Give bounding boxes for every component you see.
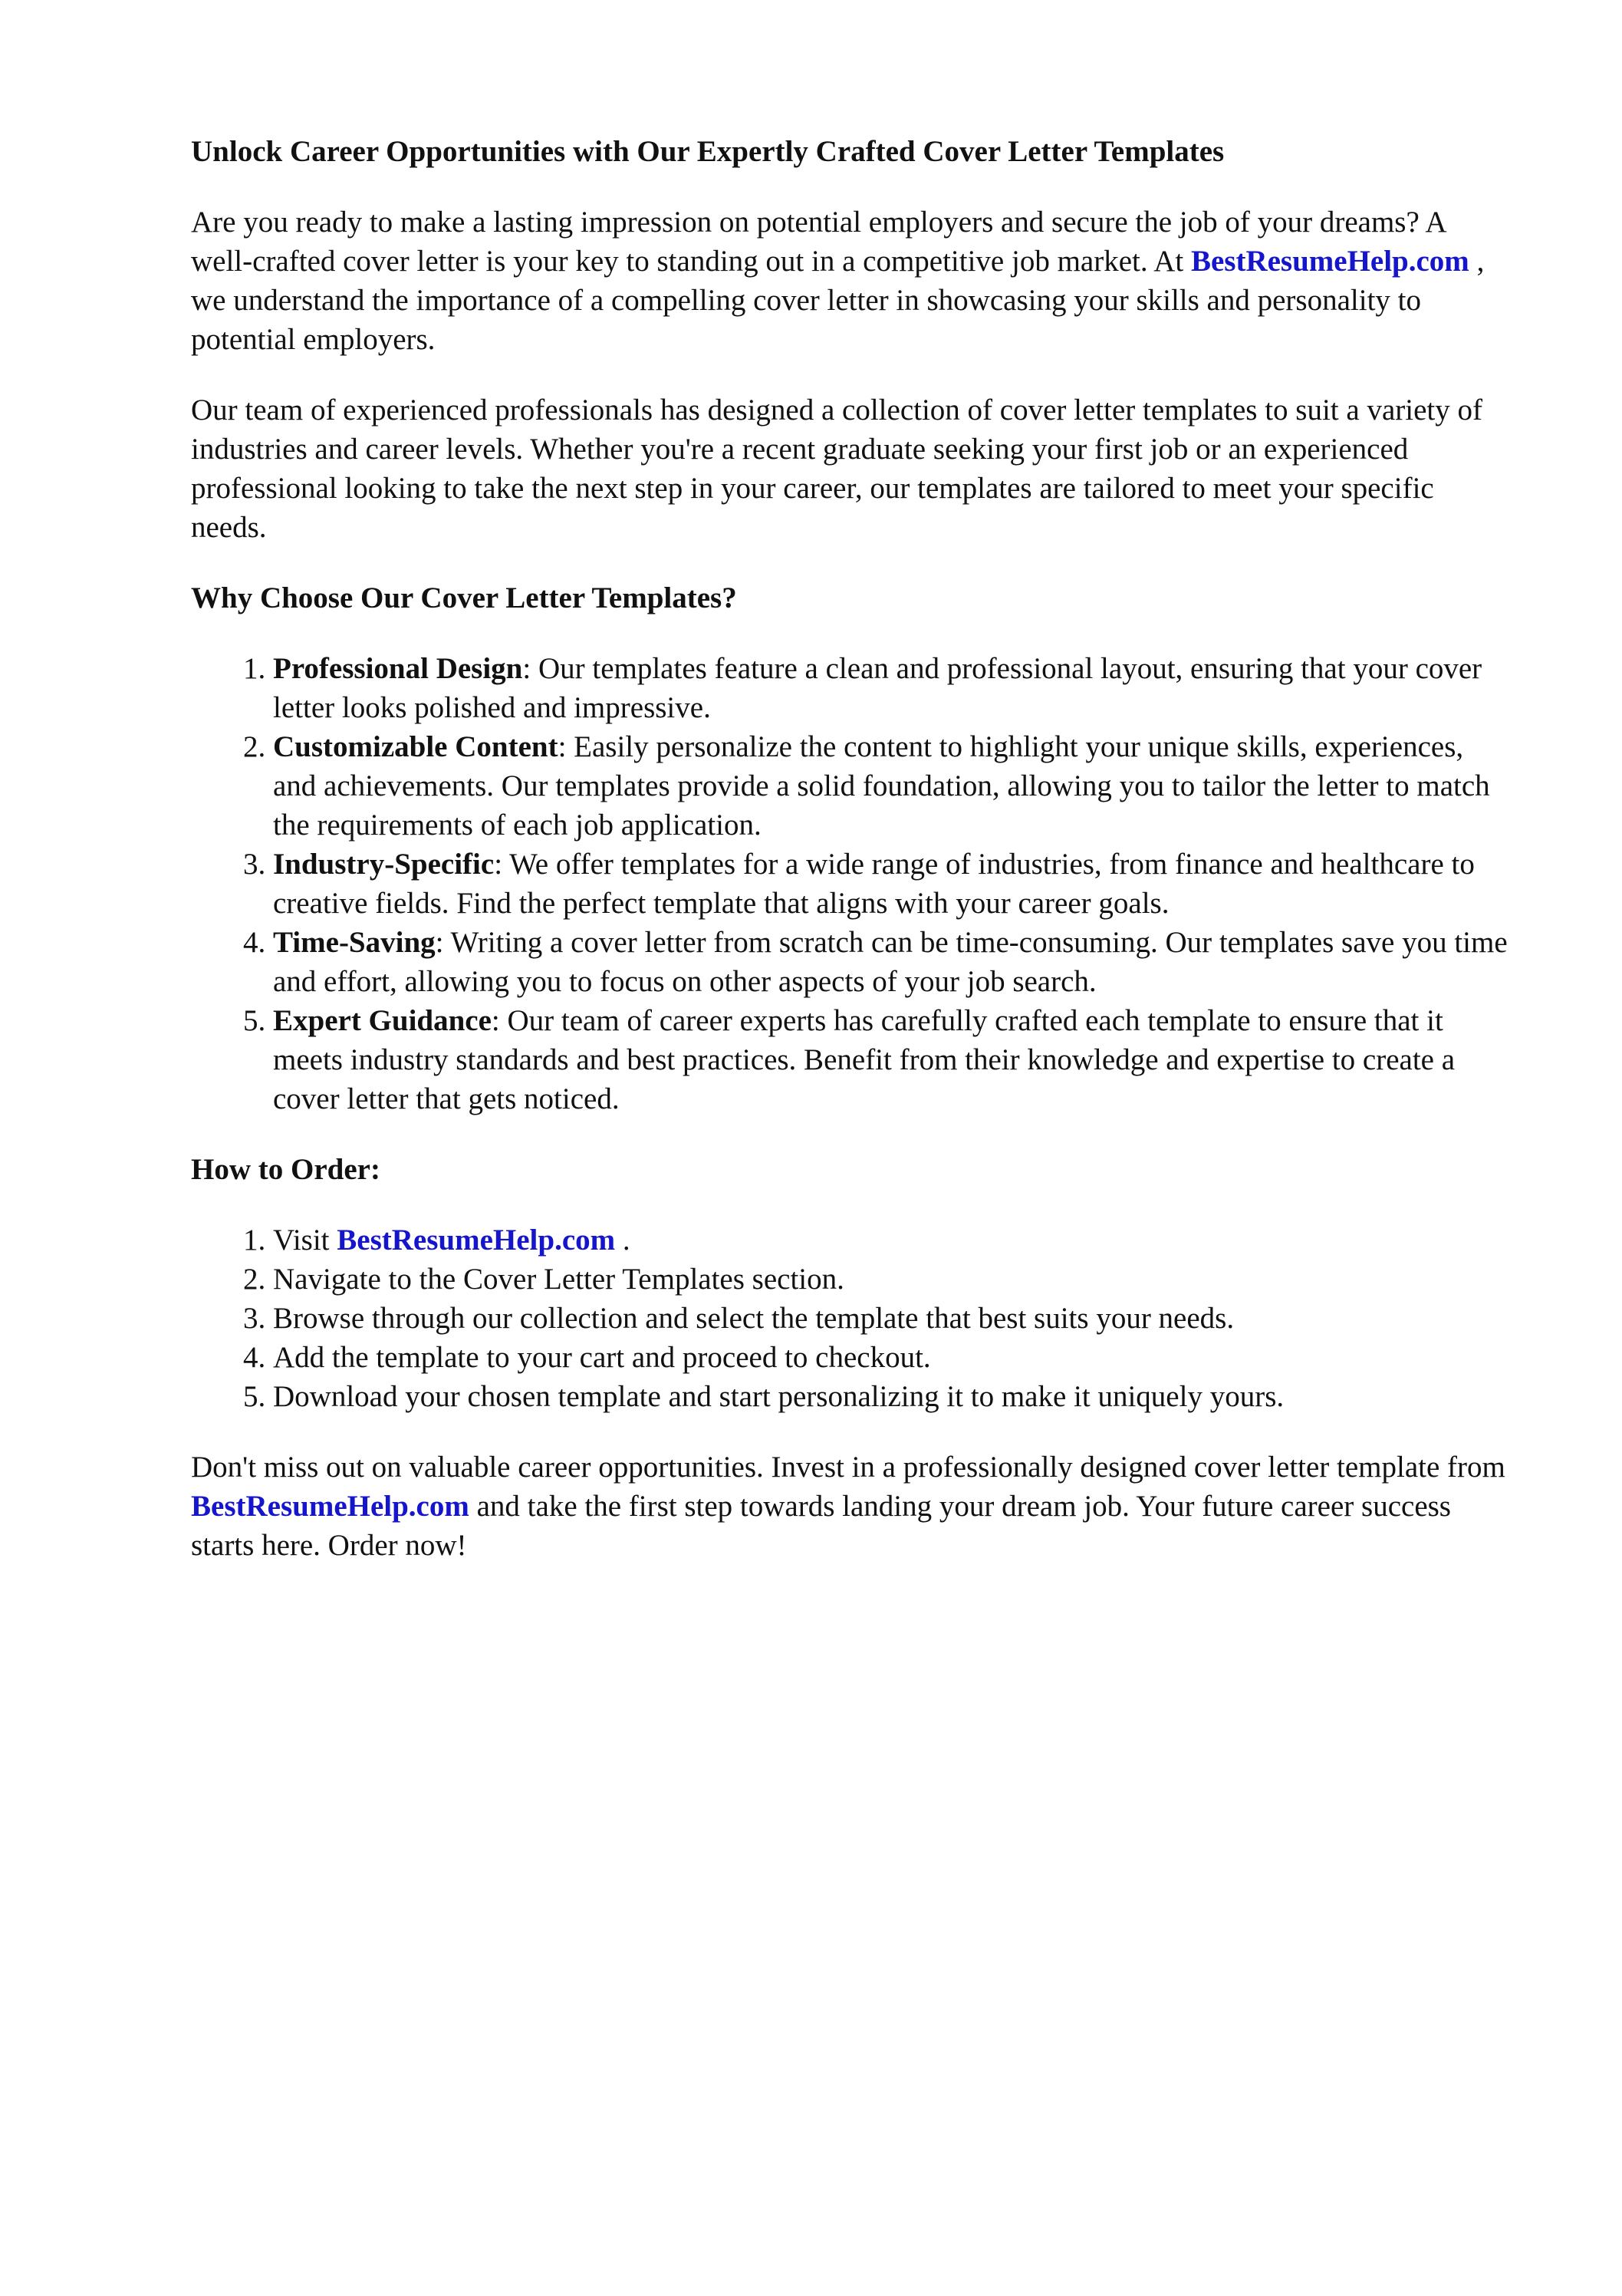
order-heading: How to Order: — [191, 1153, 380, 1186]
list-item-text: : We offer templates for a wide range of industries, from finance and healthcare to creative fields. Find the perfect template that aligns with your career goals. — [273, 848, 1475, 920]
intro-text-end: , we understand the importance of a compelling cover letter in showcasing your skills and personality to potential employers. — [191, 245, 1485, 356]
list-item — [273, 727, 1510, 845]
team-paragraph: Our team of experienced professionals has designed a collection of cover letter templates to suit a variety of industries and career levels. Whether you're a recent graduate seeking your first job or an experienced professional looking to take the next step in your career, our templates are tailored to meet your specific needs. — [191, 394, 1482, 544]
list-item — [273, 845, 1510, 923]
list-item-text: : Our team of career experts has carefully crafted each template to ensure that it meets industry standards and best practices. Benefit from their knowledge and expertise to create a cover letter that gets noticed. — [273, 1004, 1456, 1115]
list-item-text: : Writing a cover letter from scratch can be time-consuming. Our templates save you time and effort, allowing you to focus on other aspects of your job search. — [273, 926, 1508, 998]
intro-text-start: Are you ready to make a lasting impression on potential employers and secure the job of your dreams? A well-crafted cover letter is your key to standing out in a competitive job market. At — [191, 206, 1446, 278]
list-item-text: : Easily personalize the content to highlight your unique skills, experiences, and achievements. Our templates provide a solid foundation, allowing you to tailor the letter to match the requirements of each job application. — [273, 730, 1490, 842]
closing-site-link[interactable]: BestResumeHelp.com — [191, 1490, 469, 1523]
order-steps-list — [191, 1220, 1510, 1416]
order-step-suffix: . — [615, 1224, 630, 1257]
order-step: 5. Download your chosen template and start personalizing it to make it uniquely yours. — [273, 1377, 1510, 1416]
list-item — [273, 923, 1510, 1001]
order-site-link[interactable]: BestResumeHelp.com — [337, 1224, 616, 1257]
document-page — [191, 132, 1510, 1596]
order-step: 2. Navigate to the Cover Letter Templates section. — [273, 1260, 1510, 1299]
list-item-term: Customizable Content — [273, 730, 558, 763]
list-item — [273, 1001, 1510, 1118]
order-step — [273, 1220, 1510, 1260]
list-item-text: : Our templates feature a clean and professional layout, ensuring that your cover letter looks polished and impressive. — [273, 652, 1482, 724]
why-list — [191, 649, 1510, 1118]
closing-paragraph — [191, 1448, 1510, 1565]
list-item-term: Expert Guidance — [273, 1004, 492, 1037]
list-item-term: Professional Design — [273, 652, 523, 685]
list-item-term: Industry-Specific — [273, 848, 495, 881]
intro-site-link[interactable]: BestResumeHelp.com — [1190, 245, 1469, 278]
list-item-term: Time-Saving — [273, 926, 436, 959]
list-item — [273, 649, 1510, 727]
intro-paragraph — [191, 203, 1510, 359]
closing-text-end: and take the first step towards landing your dream job. Your future career success starts here. Order now! — [191, 1490, 1451, 1562]
closing-text-start: Don't miss out on valuable career opportunities. Invest in a professionally designed cover letter template from — [191, 1451, 1505, 1484]
order-step: 4. Add the template to your cart and proceed to checkout. — [273, 1338, 1510, 1377]
page-title: Unlock Career Opportunities with Our Expertly Crafted Cover Letter Templates — [191, 135, 1225, 168]
order-step-text: Visit — [273, 1224, 337, 1257]
order-step: 3. Browse through our collection and select the template that best suits your needs. — [273, 1299, 1510, 1338]
why-heading: Why Choose Our Cover Letter Templates? — [191, 581, 737, 614]
